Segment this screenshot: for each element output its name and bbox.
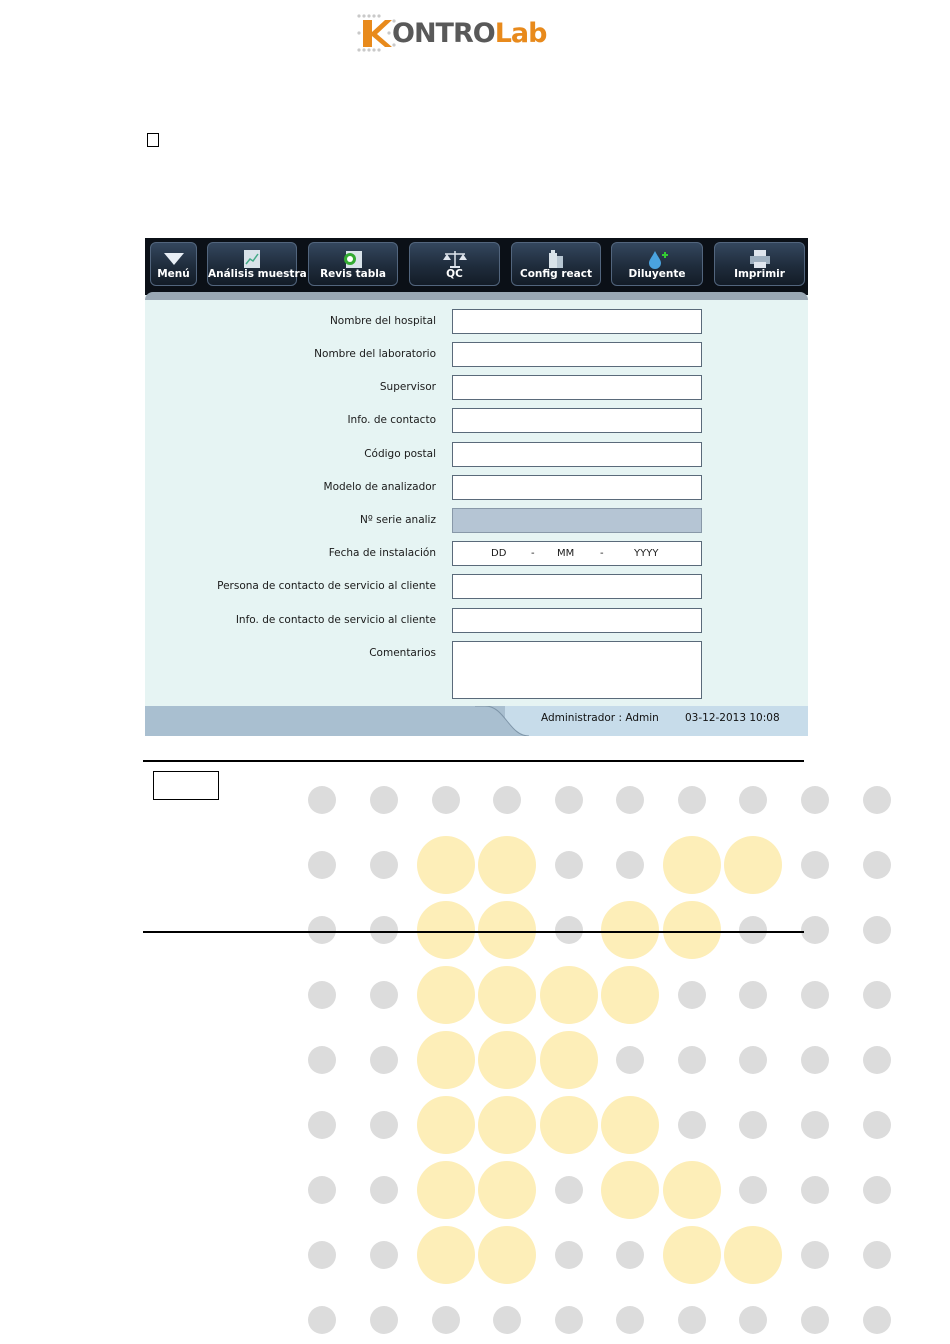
- watermark-dot-yellow: [417, 966, 475, 1024]
- date-month[interactable]: MM: [557, 548, 575, 559]
- serial-number-label: Nº serie analiz: [360, 514, 436, 526]
- hospital-name-input[interactable]: [452, 309, 702, 334]
- divider-bottom: [143, 931, 804, 933]
- watermark-dot-yellow: [663, 836, 721, 894]
- watermark-dot-grey: [555, 1176, 583, 1204]
- watermark-dot-grey: [308, 786, 336, 814]
- watermark-dot-grey: [616, 1046, 644, 1074]
- print-button[interactable]: [714, 242, 805, 286]
- watermark-dot-grey: [863, 1176, 891, 1204]
- comments-label: Comentarios: [369, 647, 436, 659]
- sample-analysis-label: Análisis muestra: [208, 268, 307, 280]
- reagent-config-button[interactable]: [511, 242, 601, 286]
- lab-name-label: Nombre del laboratorio: [314, 348, 436, 360]
- watermark-dot-grey: [678, 786, 706, 814]
- watermark-dot-yellow: [417, 836, 475, 894]
- watermark-dot-grey: [739, 1046, 767, 1074]
- watermark-dot-yellow: [540, 1031, 598, 1089]
- watermark-dot-yellow: [478, 836, 536, 894]
- watermark-dot-grey: [616, 786, 644, 814]
- watermark-dot-grey: [863, 1046, 891, 1074]
- watermark-dot-grey: [555, 916, 583, 944]
- watermark-dot-grey: [739, 981, 767, 1009]
- watermark-dot-grey: [801, 1046, 829, 1074]
- watermark-dot-grey: [432, 1306, 460, 1334]
- chevron-down-icon: [161, 248, 187, 270]
- toolbar: [145, 238, 808, 295]
- watermark-dot-grey: [863, 851, 891, 879]
- watermark-dot-grey: [308, 1111, 336, 1139]
- qc-label: QC: [446, 268, 463, 280]
- diluent-drop-icon: [644, 248, 670, 270]
- date-year[interactable]: YYYY: [634, 548, 659, 559]
- watermark-dot-grey: [432, 786, 460, 814]
- date-separator: -: [600, 548, 604, 559]
- watermark-dot-yellow: [417, 901, 475, 959]
- watermark-dot-grey: [678, 1111, 706, 1139]
- watermark-dot-yellow: [663, 1161, 721, 1219]
- watermark-dot-grey: [739, 786, 767, 814]
- watermark-dot-grey: [308, 916, 336, 944]
- watermark-dot-yellow: [417, 1031, 475, 1089]
- qc-button[interactable]: [409, 242, 500, 286]
- watermark-dot-grey: [801, 981, 829, 1009]
- lab-name-input[interactable]: [452, 342, 702, 367]
- watermark-dot-grey: [555, 786, 583, 814]
- watermark-dot-grey: [370, 916, 398, 944]
- watermark-dot-grey: [370, 1111, 398, 1139]
- watermark-dot-yellow: [478, 1226, 536, 1284]
- postal-code-label: Código postal: [364, 448, 436, 460]
- analyzer-screen: [145, 238, 808, 736]
- logo-wordmark: ONTROLab: [392, 18, 547, 49]
- diluent-label: Diluyente: [628, 268, 686, 280]
- watermark-dot-grey: [370, 1241, 398, 1269]
- watermark-dot-grey: [739, 1306, 767, 1334]
- watermark-dot-yellow: [478, 1161, 536, 1219]
- balance-scale-icon: [442, 248, 468, 270]
- service-contact-person-label: Persona de contacto de servicio al cliente: [217, 580, 436, 592]
- watermark-dot-grey: [616, 851, 644, 879]
- sample-analysis-button[interactable]: [207, 242, 307, 286]
- watermark-dot-grey: [801, 916, 829, 944]
- watermark-dot-yellow: [540, 1096, 598, 1154]
- diluent-button[interactable]: [611, 242, 703, 286]
- watermark-dot-yellow: [478, 901, 536, 959]
- install-date-field[interactable]: [452, 541, 702, 566]
- watermark-dot-grey: [308, 981, 336, 1009]
- date-separator: -: [531, 548, 535, 559]
- watermark-dot-grey: [308, 851, 336, 879]
- watermark-dot-yellow: [478, 966, 536, 1024]
- reagent-bottle-icon: [543, 248, 569, 270]
- watermark-dot-grey: [308, 1046, 336, 1074]
- watermark-dot-yellow: [601, 966, 659, 1024]
- watermark-dot-grey: [801, 851, 829, 879]
- supervisor-label: Supervisor: [379, 381, 436, 393]
- toolbar-separator: [145, 292, 808, 300]
- menu-button[interactable]: [150, 242, 197, 286]
- contact-info-input[interactable]: [452, 408, 702, 433]
- watermark-dot-yellow: [724, 1226, 782, 1284]
- watermark-dot-grey: [308, 1241, 336, 1269]
- printer-icon: [747, 248, 773, 270]
- watermark-dot-grey: [863, 1306, 891, 1334]
- watermark-dot-grey: [863, 981, 891, 1009]
- watermark-dot-yellow: [663, 901, 721, 959]
- empty-checkbox-glyph: [147, 133, 159, 147]
- watermark-dot-grey: [370, 851, 398, 879]
- print-label: Imprimir: [734, 268, 785, 280]
- watermark-dot-grey: [863, 916, 891, 944]
- service-contact-person-input[interactable]: [452, 574, 702, 599]
- watermark-dot-grey: [678, 1306, 706, 1334]
- watermark-dot-grey: [739, 1176, 767, 1204]
- comments-textarea[interactable]: [452, 641, 702, 699]
- current-user: Administrador : Admin: [541, 712, 659, 724]
- date-day[interactable]: DD: [491, 548, 507, 559]
- watermark-dot-grey: [801, 786, 829, 814]
- watermark-dot-grey: [370, 1306, 398, 1334]
- current-datetime: 03-12-2013 10:08: [685, 712, 780, 724]
- watermark-dot-grey: [555, 851, 583, 879]
- watermark-dot-grey: [739, 1111, 767, 1139]
- watermark-dot-grey: [370, 981, 398, 1009]
- status-bar: [145, 706, 808, 736]
- analyzer-model-label: Modelo de analizador: [323, 481, 436, 493]
- watermark-dot-yellow: [601, 1096, 659, 1154]
- watermark-dot-grey: [801, 1111, 829, 1139]
- watermark-dot-grey: [370, 786, 398, 814]
- watermark-dot-grey: [493, 786, 521, 814]
- watermark-dot-grey: [863, 1111, 891, 1139]
- hospital-name-label: Nombre del hospital: [329, 315, 436, 327]
- chart-icon: [239, 248, 265, 270]
- watermark-dot-yellow: [540, 966, 598, 1024]
- status-bar-curve: [475, 706, 535, 736]
- note-label-box: [153, 771, 219, 800]
- watermark-dot-grey: [370, 1176, 398, 1204]
- analyzer-model-input[interactable]: [452, 475, 702, 500]
- watermark-dot-grey: [555, 1241, 583, 1269]
- menu-button-label: Menú: [157, 268, 190, 280]
- service-contact-info-label: Info. de contacto de servicio al cliente: [235, 614, 436, 626]
- service-contact-info-input[interactable]: [452, 608, 702, 633]
- divider-top: [143, 760, 804, 762]
- watermark-dot-yellow: [478, 1096, 536, 1154]
- status-bar-left-panel: [145, 706, 505, 736]
- watermark-dot-grey: [801, 1241, 829, 1269]
- reagent-config-label: Config react: [520, 268, 592, 280]
- watermark-dot-grey: [308, 1176, 336, 1204]
- review-table-icon: [340, 248, 366, 270]
- watermark-dot-grey: [678, 981, 706, 1009]
- watermark-dot-yellow: [417, 1161, 475, 1219]
- watermark-dot-yellow: [601, 1161, 659, 1219]
- watermark-dot-grey: [616, 1306, 644, 1334]
- watermark-dot-grey: [739, 916, 767, 944]
- supervisor-input[interactable]: [452, 375, 702, 400]
- review-table-label: Revis tabla: [320, 268, 386, 280]
- review-table-button[interactable]: [308, 242, 398, 286]
- watermark-dot-grey: [493, 1306, 521, 1334]
- watermark-dot-yellow: [663, 1226, 721, 1284]
- postal-code-input[interactable]: [452, 442, 702, 467]
- watermark-dot-grey: [555, 1306, 583, 1334]
- watermark-dot-grey: [308, 1306, 336, 1334]
- kontrolab-logo: [356, 12, 586, 54]
- watermark-dot-grey: [801, 1176, 829, 1204]
- install-date-label: Fecha de instalación: [328, 547, 436, 559]
- watermark-dot-yellow: [601, 901, 659, 959]
- serial-number-input: [452, 508, 702, 533]
- watermark-dot-grey: [863, 786, 891, 814]
- contact-info-label: Info. de contacto: [347, 414, 436, 426]
- watermark-dot-grey: [863, 1241, 891, 1269]
- watermark-dot-yellow: [724, 836, 782, 894]
- watermark-dot-grey: [678, 1046, 706, 1074]
- watermark-dot-grey: [801, 1306, 829, 1334]
- watermark-dot-yellow: [417, 1096, 475, 1154]
- watermark-dot-grey: [616, 1241, 644, 1269]
- watermark-dot-yellow: [417, 1226, 475, 1284]
- watermark-dot-yellow: [478, 1031, 536, 1089]
- watermark-dot-grey: [370, 1046, 398, 1074]
